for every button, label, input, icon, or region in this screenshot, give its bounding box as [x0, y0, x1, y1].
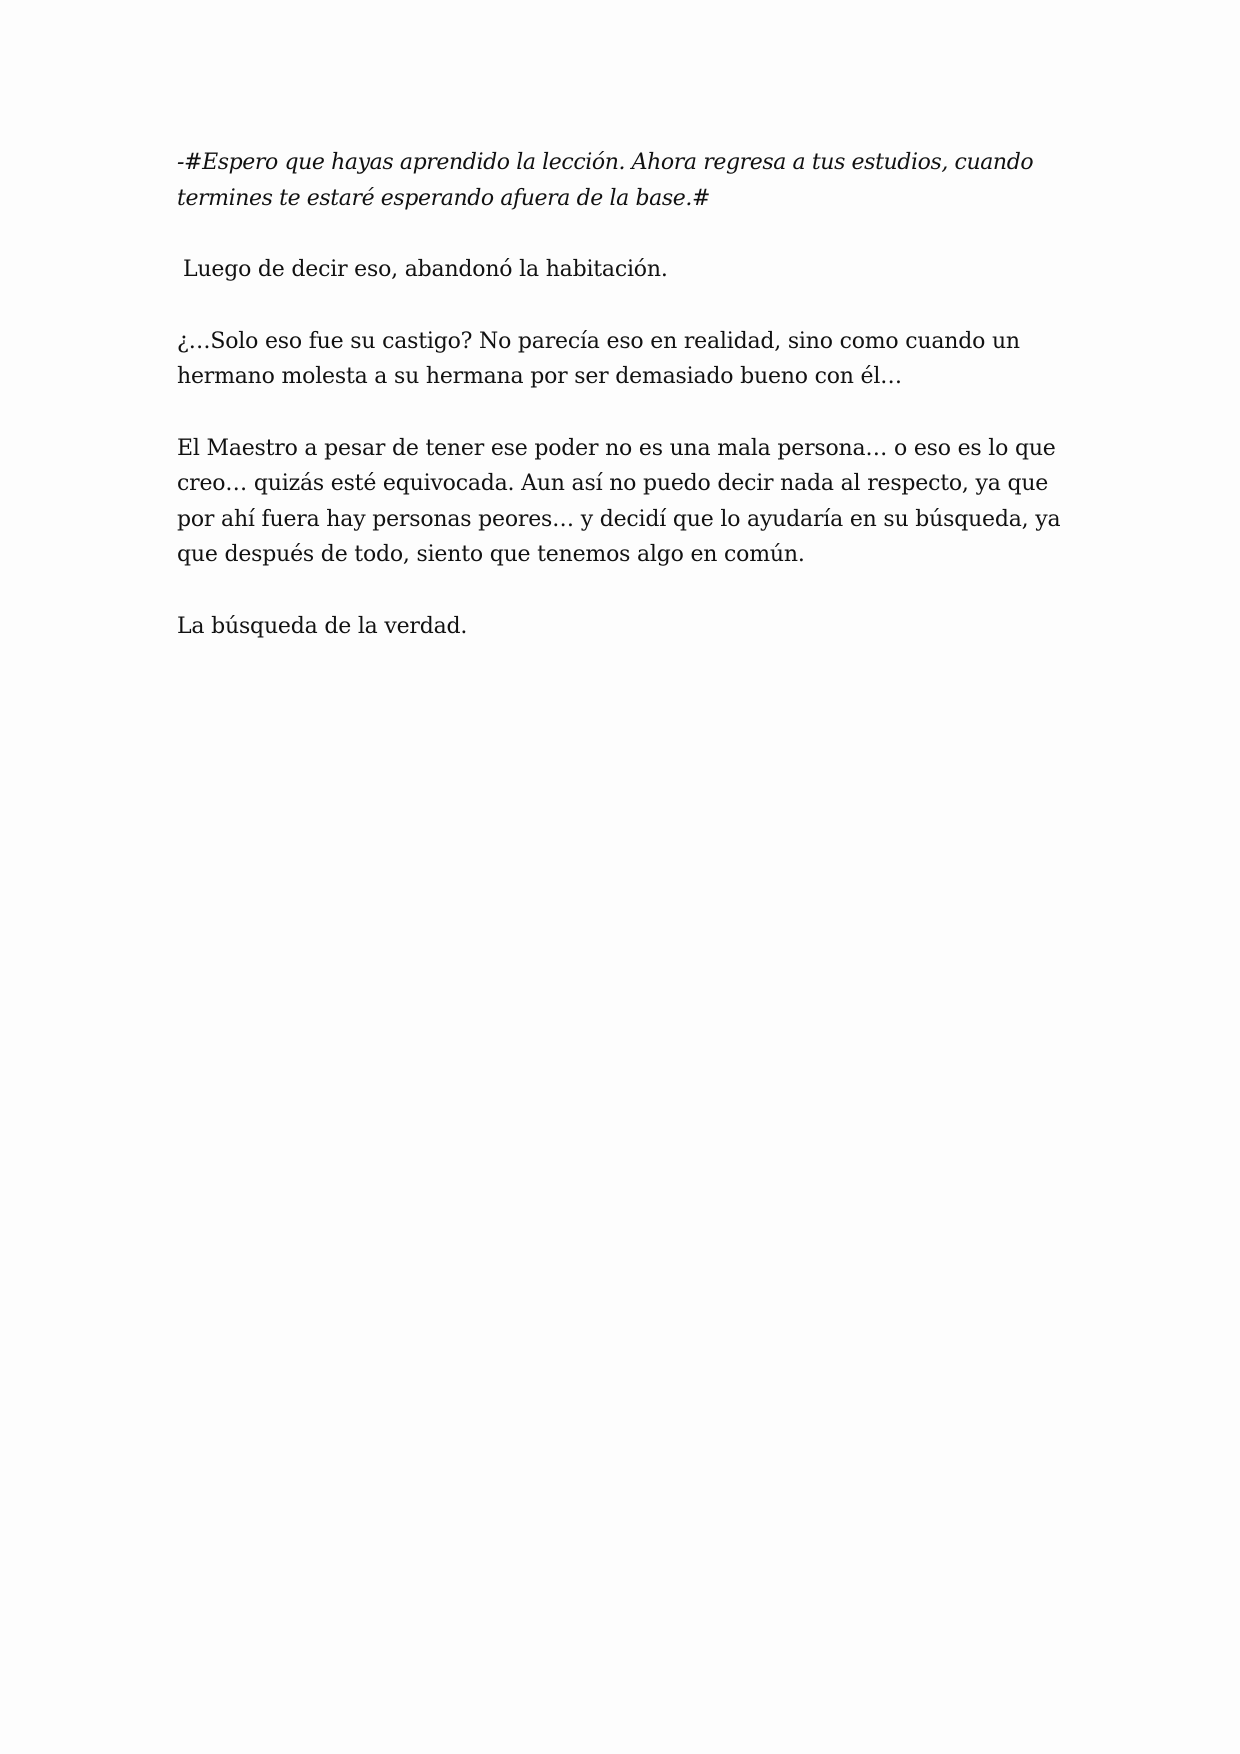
paragraph-closing: La búsqueda de la verdad. [177, 613, 468, 639]
paragraph-dialogue: -#Espero que hayas aprendido la lección. Ahora regresa a tus estudios, cuando termines te estaré esperando afuera de la base.# [177, 150, 1034, 211]
paragraph-narration-3: El Maestro a pesar de tener ese poder no es una mala persona… o eso es lo que creo… quizás esté equivocada. Aun así no puedo decir nada al respecto, ya que por ahí fuera hay personas peores… y decidí que lo ayudaría en su búsqueda, ya que después de todo, siento que tenemos algo en común. [177, 435, 1061, 567]
paragraph-narration-1: Luego de decir eso, abandonó la habitación. [183, 257, 668, 282]
page-body [177, 145, 1077, 680]
paragraph-narration-2: ¿…Solo eso fue su castigo? No parecía eso en realidad, sino como cuando un hermano molesta a su hermana por ser demasiado bueno con él… [177, 328, 1020, 389]
